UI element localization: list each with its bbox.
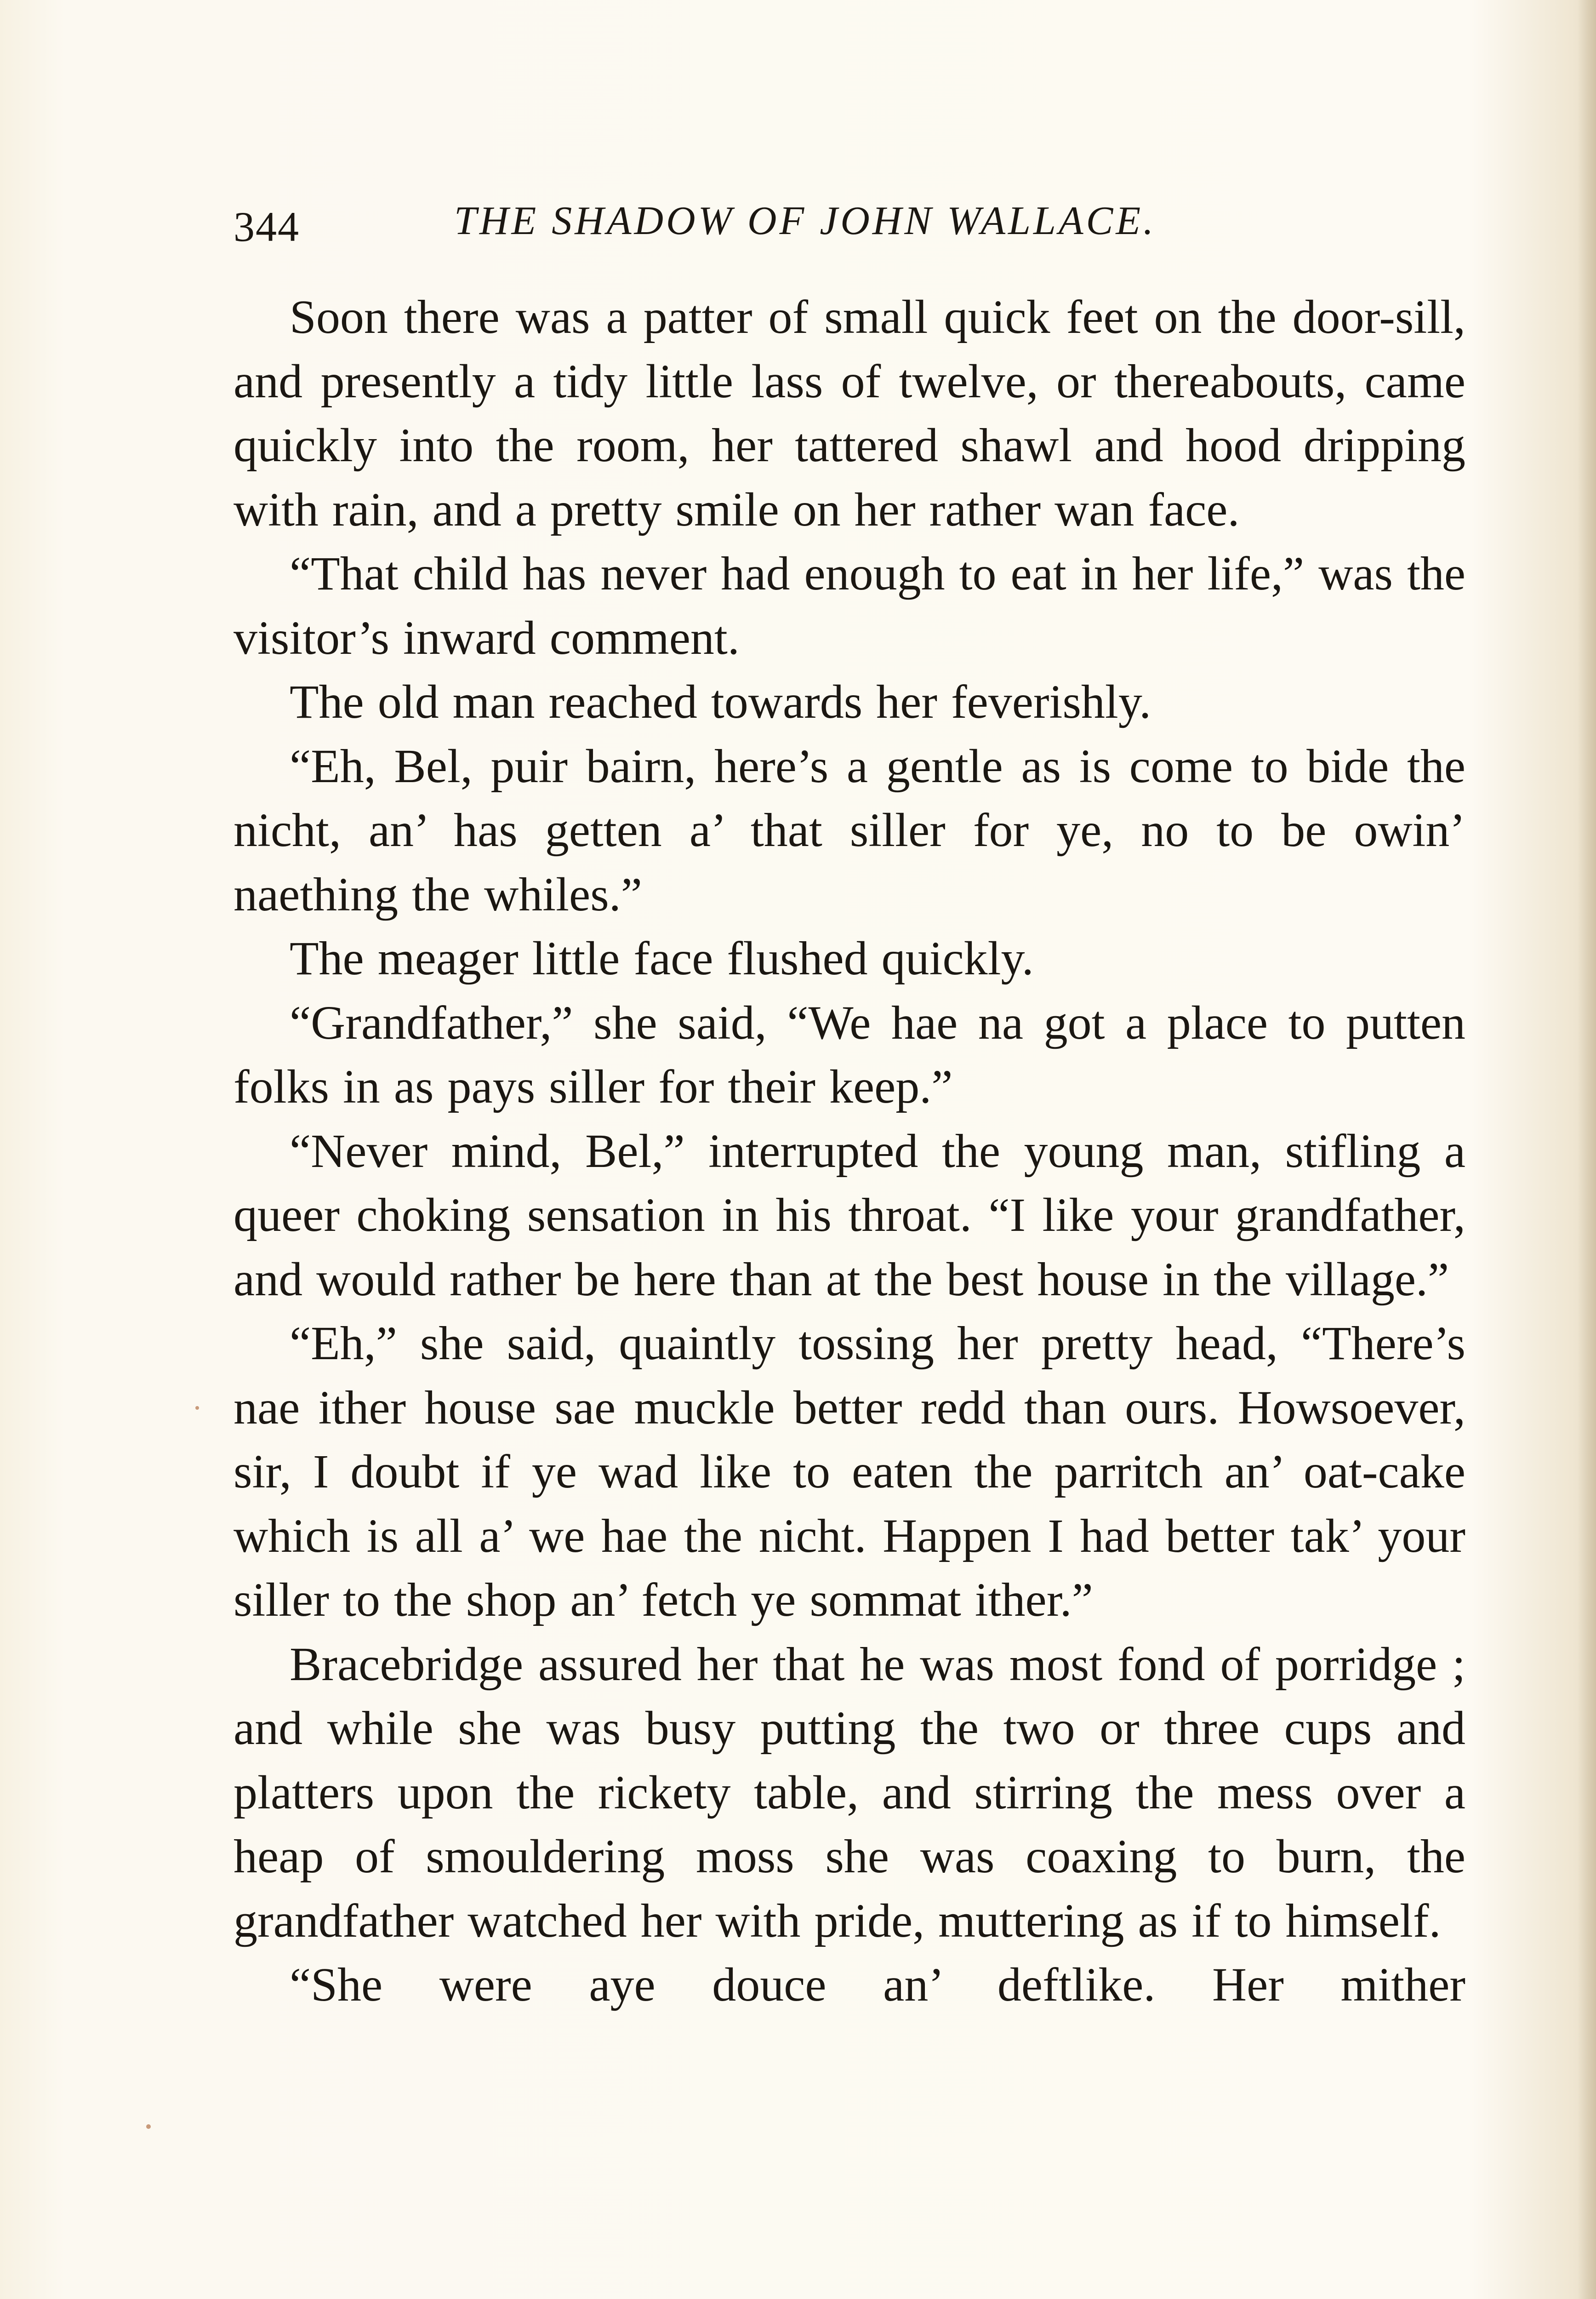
paragraph: “Eh, Bel, puir bairn, here’s a gentle as is come to bide the nicht, an’ has getten a’ that siller for ye, no to be owin’ naething the whiles.” [234,739,1465,921]
paragraph: “Never mind, Bel,” interrupted the young man, stifling a queer choking sensation in his throat. “I like your grandfather, and would rather be here than at the best house in the village.” [234,1124,1465,1306]
paper-speck [146,2124,151,2129]
paragraph: “Eh,” she said, quaintly tossing her pretty head, “There’s nae ither house sae muckle better redd than ours. Howsoever, sir, I doubt if ye wad like to eaten the parritch an’ oat-cake which is all a’ we hae the nicht. Happen I had better tak’ your siller to the shop an’ fetch ye sommat ither.” [234,1317,1465,1626]
paragraph: “That child has never had enough to eat in her life,” was the visitor’s inward comment. [234,547,1465,664]
paragraph: “She were aye douce an’ deftlike. Her mither [290,1958,1465,2011]
body-text [234,285,1465,2017]
page-header [234,198,1465,262]
page-edge-shadow [1578,0,1596,2299]
paper-speck [195,1406,199,1410]
paragraph: The old man reached towards her feverishly. [290,675,1151,728]
running-title: THE SHADOW OF JOHN WALLACE. [454,199,1157,243]
paragraph: Soon there was a patter of small quick feet on the door-sill, and presently a tidy little lass of twelve, or thereabouts, came quickly into the room, her tattered shawl and hood dripping with rain, and a pretty smile on her rather wan face. [234,291,1465,536]
paragraph: “Grandfather,” she said, “We hae na got a place to putten folks in as pays siller for their keep.” [234,996,1465,1113]
paragraph: Bracebridge assured her that he was most fond of porridge ; and while she was busy putting the two or three cups and platters upon the rickety table, and stirring the mess over a heap of smouldering moss she was coaxing to burn, the grandfather watched her with pride, muttering as if to himself. [234,1637,1465,1947]
paragraph: The meager little face flushed quickly. [290,932,1034,985]
page-number: 344 [234,203,300,250]
